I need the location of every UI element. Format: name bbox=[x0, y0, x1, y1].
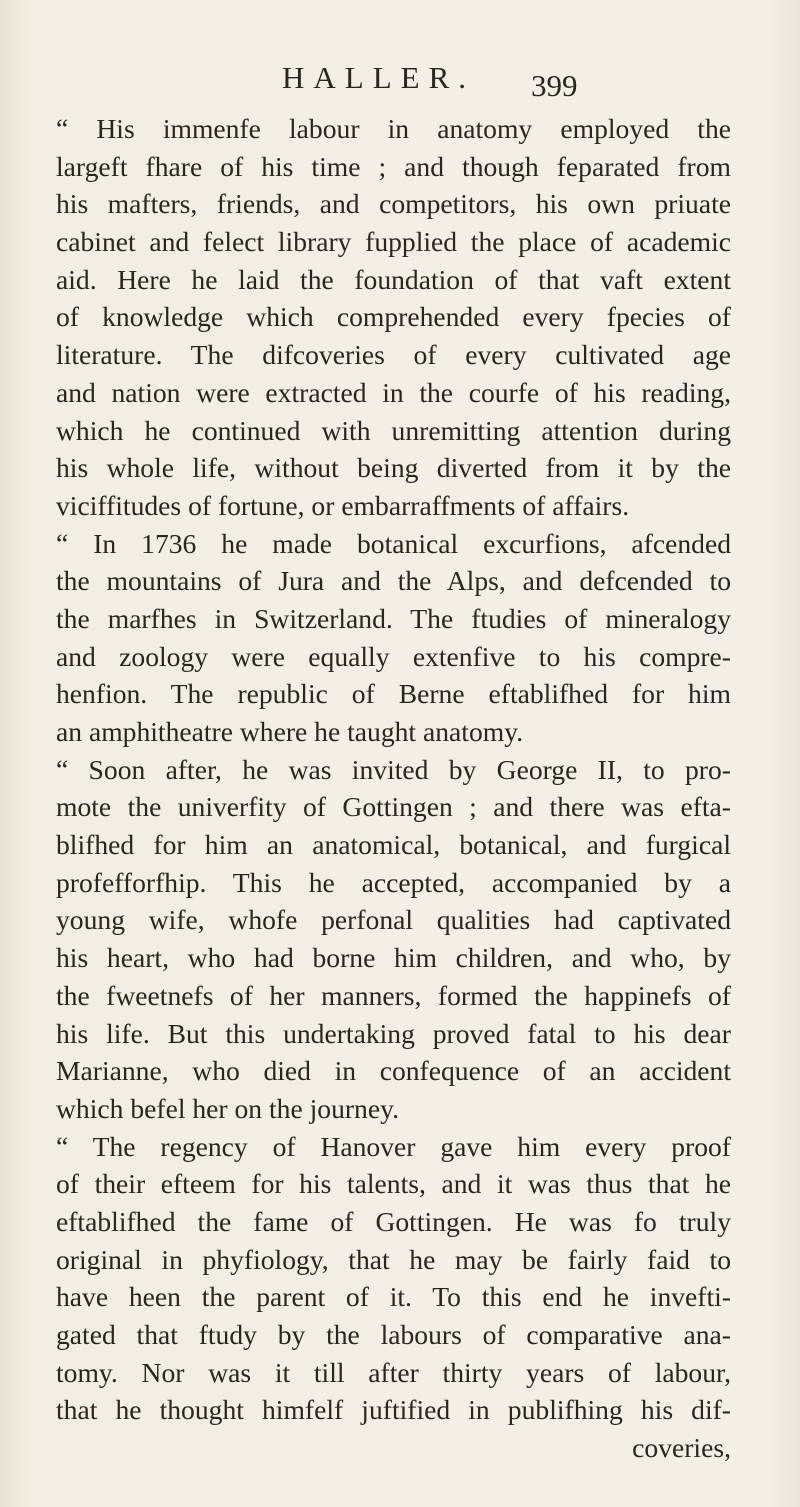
text-line: literature. The difcoveries of every cultivated age bbox=[56, 339, 731, 371]
text-line: blifhed for him an anatomical, botanical, and furgical bbox=[56, 829, 731, 861]
text-line: of knowledge which comprehended every fpecies of bbox=[56, 301, 731, 333]
running-title: HALLER. bbox=[282, 60, 476, 95]
text-line: “ His immenfe labour in anatomy employed the bbox=[56, 113, 731, 144]
text-line: viciffitudes of fortune, or embarraffments of affairs. bbox=[56, 489, 630, 521]
page-header bbox=[0, 60, 800, 103]
text-line: profefforfhip. This he accepted, accompanied by a bbox=[56, 866, 731, 898]
text-line: tomy. Nor was it till after thirty years of labour, bbox=[56, 1356, 731, 1388]
body-text bbox=[56, 110, 731, 1467]
text-line: his whole life, without being diverted from it by the bbox=[56, 452, 731, 484]
page-number: 399 bbox=[531, 68, 578, 103]
text-line: have heen the parent of it. To this end he invefti- bbox=[56, 1281, 731, 1313]
text-line: the marfhes in Switzerland. The ftudies of mineralogy bbox=[56, 602, 731, 634]
text-line: and zoology were equally extenfive to his compre- bbox=[56, 640, 731, 672]
text-line: young wife, whofe perfonal qualities had captivated bbox=[56, 904, 731, 936]
text-line: original in phyfiology, that he may be fairly faid to bbox=[56, 1243, 731, 1275]
text-line: mote the univerfity of Gottingen ; and there was efta- bbox=[56, 791, 731, 823]
text-line: “ In 1736 he made botanical excurfions, afcended bbox=[56, 527, 731, 559]
text-line: of their efteem for his talents, and it was thus that he bbox=[56, 1168, 731, 1200]
text-line: Marianne, who died in confequence of an accident bbox=[56, 1055, 731, 1087]
text-line: which he continued with unremitting attention during bbox=[56, 414, 731, 446]
text-line: “ Soon after, he was invited by George II, to pro- bbox=[56, 753, 731, 785]
text-line: his heart, who had borne him children, and who, by bbox=[56, 942, 731, 974]
catchword: coveries, bbox=[632, 1432, 731, 1464]
text-line: “ The regency of Hanover gave him every proof bbox=[56, 1130, 731, 1162]
text-line: largeft fhare of his time ; and though feparated from bbox=[56, 150, 731, 182]
text-line: eftablifhed the fame of Gottingen. He was fo truly bbox=[56, 1205, 731, 1237]
text-line: and nation were extracted in the courfe of his reading, bbox=[56, 376, 731, 408]
text-line: cabinet and felect library fupplied the place of academic bbox=[56, 226, 731, 258]
text-line: that he thought himfelf juftified in publifhing his dif- bbox=[56, 1394, 731, 1426]
text-line: the mountains of Jura and the Alps, and defcended to bbox=[56, 565, 731, 597]
text-line: the fweetnefs of her manners, formed the happinefs of bbox=[56, 979, 731, 1011]
text-line: gated that ftudy by the labours of comparative ana- bbox=[56, 1319, 731, 1350]
text-line: which befel her on the journey. bbox=[56, 1092, 400, 1124]
text-line: his mafters, friends, and competitors, his own priuate bbox=[56, 188, 731, 220]
text-line: henfion. The republic of Berne eftablifhed for him bbox=[56, 678, 731, 710]
text-line: an amphitheatre where he taught anatomy. bbox=[56, 716, 524, 747]
text-line: his life. But this undertaking proved fatal to his dear bbox=[56, 1017, 731, 1049]
text-line: aid. Here he laid the foundation of that vaft extent bbox=[56, 263, 731, 295]
